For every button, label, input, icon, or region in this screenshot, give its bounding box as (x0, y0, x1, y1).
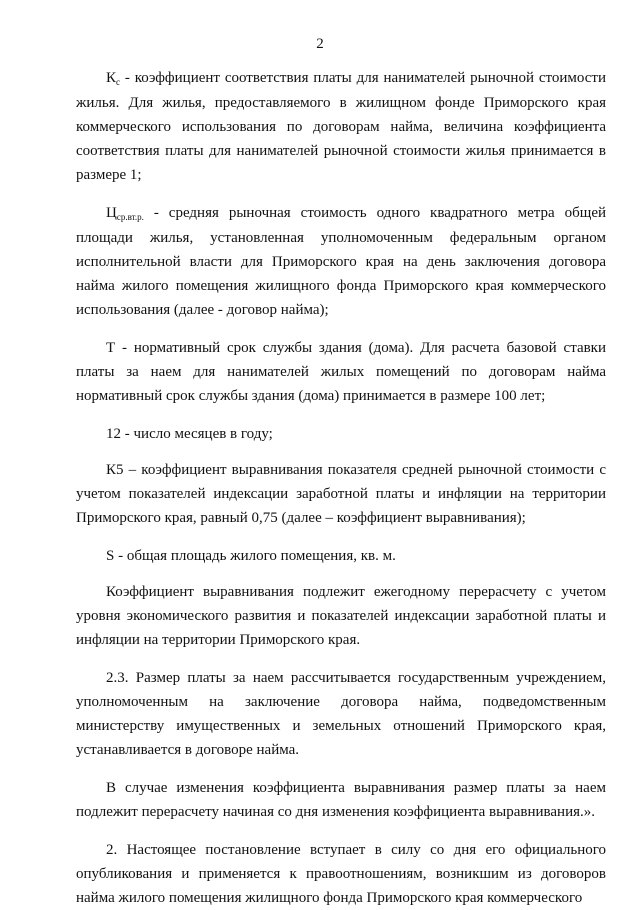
document-body (76, 66, 606, 910)
kc-text: - коэффициент соответствия платы для нанимателей рыночной стоимости жилья. Для жилья, предоставляемого в жилищном фонде Приморского края коммерческого использования по договорам найма, величина коэффициента соответствия платы для нанимателей рыночной стоимости жилья принимается в размере 1; (76, 70, 606, 183)
page-number: 2 (316, 36, 324, 52)
price-text: - средняя рыночная стоимость одного квадратного метра общей площади жилья, установленная уполномоченным федеральным органом исполнительной власти для Приморского края на день заключения договора найма жилого помещения жилищного фонда Приморского края коммерческого использования (далее - договор найма); (76, 205, 606, 318)
price-symbol: Ц (106, 205, 117, 221)
paragraph-k5-coefficient: К5 – коэффициент выравнивания показателя средней рыночной стоимости с учетом показателей индексации заработной платы и инфляции на территории Приморского края, равный 0,75 (далее – коэффициент выравнивания); (76, 462, 606, 526)
paragraph-recalculation: Коэффициент выравнивания подлежит ежегодному перерасчету с учетом уровня экономического развития и показателей индексации заработной платы и инфляции на территории Приморского края. (76, 584, 606, 648)
paragraph-market-price (76, 201, 606, 322)
paragraph-service-life: Т - нормативный срок службы здания (дома). Для расчета базовой ставки платы за наем для нанимателей жилых помещений по договорам найма нормативный срок службы здания (дома) принимается в размере 100 лет; (76, 340, 606, 404)
paragraph-area: S - общая площадь жилого помещения, кв. м. (106, 548, 396, 564)
paragraph-2-effective: 2. Настоящее постановление вступает в силу со дня его официального опубликования и применяется к правоотношениям, возникшим из договоров найма жилого помещения жилищного фонда Приморского края коммерческого (76, 842, 606, 906)
price-subscript: ср.вт.р. (116, 212, 144, 222)
paragraph-months: 12 - число месяцев в году; (106, 426, 273, 442)
paragraph-2-3: 2.3. Размер платы за наем рассчитывается государственным учреждением, уполномоченным на заключение договора найма, подведомственным министерству имущественных и земельных отношений Приморского края, устанавливается в договоре найма. (76, 670, 606, 758)
kc-symbol: К (106, 70, 117, 86)
kc-subscript: c (116, 77, 121, 87)
paragraph-kc-coefficient (76, 66, 606, 187)
paragraph-coefficient-change: В случае изменения коэффициента выравнивания размер платы за наем подлежит перерасчету начиная со дня изменения коэффициента выравнивания.». (76, 780, 606, 820)
